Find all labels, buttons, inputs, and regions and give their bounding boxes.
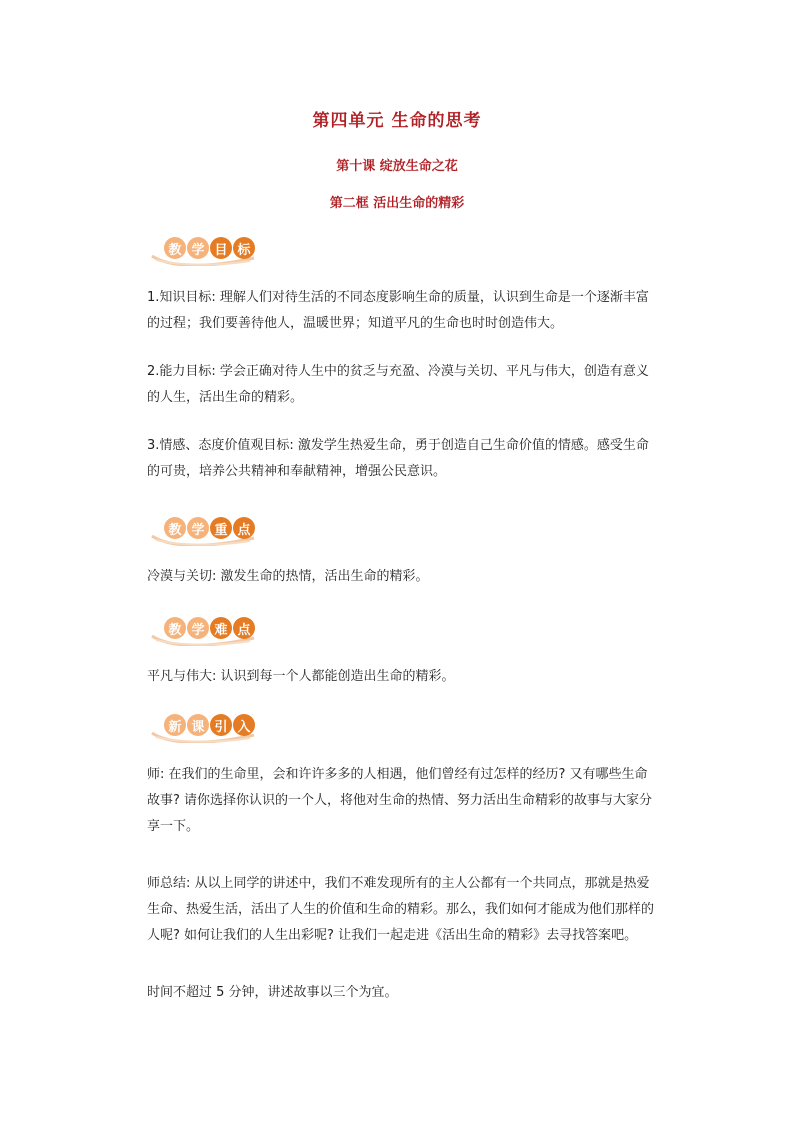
unit-title: 第四单元 生命的思考: [312, 111, 482, 131]
objectives-banner: [150, 234, 260, 266]
difficulties-text: 平凡与伟大: 认识到每一个人都能创造出生命的精彩。: [147, 669, 455, 684]
banner-chip: 引: [210, 714, 232, 736]
difficulties-banner: [150, 614, 260, 646]
banner-chip: 课: [187, 714, 209, 736]
objective-item: 3.情感、态度价值观目标: 激发学生热爱生命，勇于创造自己生命价值的情感。感受生命的可贵，培养公共精神和奉献精神，增强公民意识。: [147, 438, 649, 479]
intro-paragraph: 师: 在我们的生命里，会和许许多多的人相遇，他们曾经有过怎样的经历? 又有哪些生命故事? 请你选择你认识的一个人，将他对生命的热情、努力活出生命精彩的故事与大家分享一下。: [147, 767, 653, 834]
section-title: 第二框 活出生命的精彩: [329, 196, 465, 211]
banner-chip: 学: [187, 517, 209, 539]
intro-banner: [150, 711, 260, 743]
banner-chip: 点: [233, 517, 255, 539]
banner-chip: 点: [233, 617, 255, 639]
intro-paragraph: 时间不超过 5 分钟，讲述故事以三个为宜。: [147, 985, 398, 1000]
banner-chip: 教: [164, 617, 186, 639]
key-points-banner: [150, 514, 260, 546]
banner-chip: 学: [187, 617, 209, 639]
banner-chip: 难: [210, 617, 232, 639]
lesson-title: 第十课 绽放生命之花: [336, 159, 458, 174]
intro-paragraph: 师总结: 从以上同学的讲述中，我们不难发现所有的主人公都有一个共同点，那就是热爱生命、热爱生活，活出了人生的价值和生命的精彩。那么，我们如何才能成为他们那样的人呢? 如何让我们的人生出彩呢? 让我们一起走进《活出生命的精彩》去寻找答案吧。: [147, 876, 655, 943]
objective-item: 1.知识目标: 理解人们对待生活的不同态度影响生命的质量，认识到生命是一个逐渐丰富的过程；我们要善待他人，温暖世界；知道平凡的生命也时时创造伟大。: [147, 290, 649, 331]
banner-chip: 教: [164, 517, 186, 539]
objective-item: 2.能力目标: 学会正确对待人生中的贫乏与充盈、冷漠与关切、平凡与伟大，创造有意义的人生，活出生命的精彩。: [147, 364, 649, 405]
banner-chip: 教: [164, 237, 186, 259]
banner-chip: 目: [210, 237, 232, 259]
banner-chip: 入: [233, 714, 255, 736]
banner-chip: 学: [187, 237, 209, 259]
banner-chip: 重: [210, 517, 232, 539]
banner-chip: 标: [233, 237, 255, 259]
key-points-text: 冷漠与关切: 激发生命的热情，活出生命的精彩。: [147, 569, 429, 584]
banner-chip: 新: [164, 714, 186, 736]
